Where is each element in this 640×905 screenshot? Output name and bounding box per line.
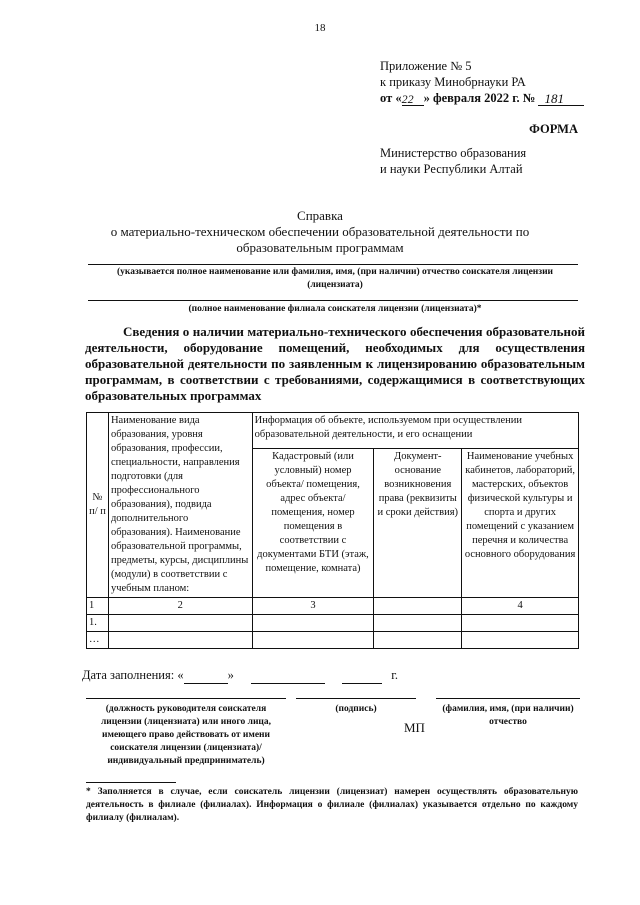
- appendix-line1: Приложение № 5: [380, 59, 472, 73]
- fill-date-year[interactable]: [342, 668, 382, 684]
- table-cell[interactable]: [108, 632, 252, 649]
- appendix-header: [380, 58, 584, 106]
- title-line3: образовательным программам: [236, 240, 404, 255]
- table-cell: 4: [462, 598, 579, 615]
- applicant-hint: (указывается полное наименование или фамилия, имя, (при наличии) отчество соискателя лицензии (лицензиата): [116, 267, 554, 290]
- col-rooms-header: Наименование учебных кабинетов, лабораторий, мастерских, объектов физической культуры и спорта и других помещений с указанием перечня и количества основного оборудования: [462, 448, 579, 597]
- table-cell[interactable]: [374, 615, 462, 632]
- order-number-handwritten: [538, 91, 584, 106]
- name-line[interactable]: [436, 698, 580, 699]
- table-cell: [374, 598, 462, 615]
- position-line[interactable]: [86, 698, 286, 699]
- branch-name-line[interactable]: [88, 300, 578, 301]
- table-cell[interactable]: [374, 632, 462, 649]
- table-row: [87, 598, 579, 615]
- fill-date-day[interactable]: [184, 668, 228, 684]
- page-number: 18: [314, 22, 326, 34]
- table-cell: …: [87, 632, 109, 649]
- fill-date-mid: »: [227, 668, 234, 682]
- table-cell: 3: [252, 598, 374, 615]
- col-object-group-header: Информация об объекте, используемом при осуществлении образовательной деятельности, и его оснащении: [252, 413, 578, 449]
- form-label: ФОРМА: [529, 122, 578, 136]
- table-cell: 1: [87, 598, 109, 615]
- ministry-block: [380, 145, 526, 177]
- table-cell[interactable]: [462, 632, 579, 649]
- order-date-prefix: от «: [380, 91, 402, 105]
- title-line2: о материально-техническом обеспечении образовательной деятельности по: [110, 224, 530, 239]
- branch-hint: (полное наименование филиала соискателя лицензии (лицензиата)*: [188, 304, 482, 314]
- order-number: 181: [544, 91, 564, 106]
- intro-paragraph: Сведения о наличии материально-технического обеспечения образовательной деятельности, оборудование помещений, необходимых для осуществления образовательной деятельности по заявленным к лицензированию образовательным программам, в соответствии с требованиями, содержащимися в соответствующих образовательных программах: [85, 324, 585, 403]
- equipment-table: [86, 412, 579, 649]
- title-line1: Справка: [297, 208, 343, 223]
- fill-date-label: Дата заполнения: «: [82, 668, 184, 682]
- fill-date: [82, 668, 398, 684]
- col-cadastral-header: Кадастровый (или условный) номер объекта/ помещения, адрес объекта/ помещения, номер помещения в соответствии с документами БТИ (этаж, помещение, комната): [252, 448, 374, 597]
- stamp-label: МП: [404, 720, 425, 735]
- footnote-separator: [86, 782, 176, 783]
- table-row[interactable]: [87, 632, 579, 649]
- table-cell: 1.: [87, 615, 109, 632]
- name-caption: (фамилия, имя, (при наличии) отчество: [442, 704, 574, 727]
- applicant-name-line[interactable]: [88, 264, 578, 265]
- fill-date-year-suffix: г.: [391, 668, 399, 682]
- fill-date-month[interactable]: [251, 668, 325, 684]
- table-cell[interactable]: [252, 632, 374, 649]
- table-cell[interactable]: [108, 615, 252, 632]
- table-row[interactable]: [87, 615, 579, 632]
- ministry-line1: Министерство образования: [380, 146, 527, 160]
- table-cell: 2: [108, 598, 252, 615]
- appendix-line3: [380, 90, 584, 106]
- appendix-line2: к приказу Минобрнауки РА: [380, 75, 526, 89]
- table-cell[interactable]: [252, 615, 374, 632]
- table-cell[interactable]: [462, 615, 579, 632]
- position-caption: (должность руководителя соискателя лицензии (лицензиата) или иного лица, имеющего право действовать от имени соискателя лицензии (лицензиата)/ индивидуальный предприниматель): [100, 704, 272, 766]
- document-title: [0, 208, 640, 256]
- col-program-header: Наименование вида образования, уровня образования, профессии, специальности, направления подготовки (для профессионального образования), подвида дополнительного образования). Наименование образовательной программы, предметы, курсы, дисциплины (модули) в соответствии с учебным планом:: [108, 413, 252, 598]
- signature-caption: (подпись): [335, 704, 377, 714]
- order-day-handwritten: [402, 91, 424, 106]
- order-date-mid: » февраля 2022 г. №: [423, 91, 536, 105]
- order-day: 22: [401, 92, 414, 106]
- col-document-header: Документ-основание возникновения права (реквизиты и сроки действия): [374, 448, 462, 597]
- ministry-line2: и науки Республики Алтай: [380, 162, 523, 176]
- col-number-header: № п/ п: [87, 413, 109, 598]
- signature-line[interactable]: [296, 698, 416, 699]
- footnote: * Заполняется в случае, если соискатель лицензии (лицензиат) намерен осуществлять образовательную деятельность в филиале (филиалах). Информация о филиале (филиалах) указывается отдельно по каждому филиалу (филиалам).: [86, 787, 578, 823]
